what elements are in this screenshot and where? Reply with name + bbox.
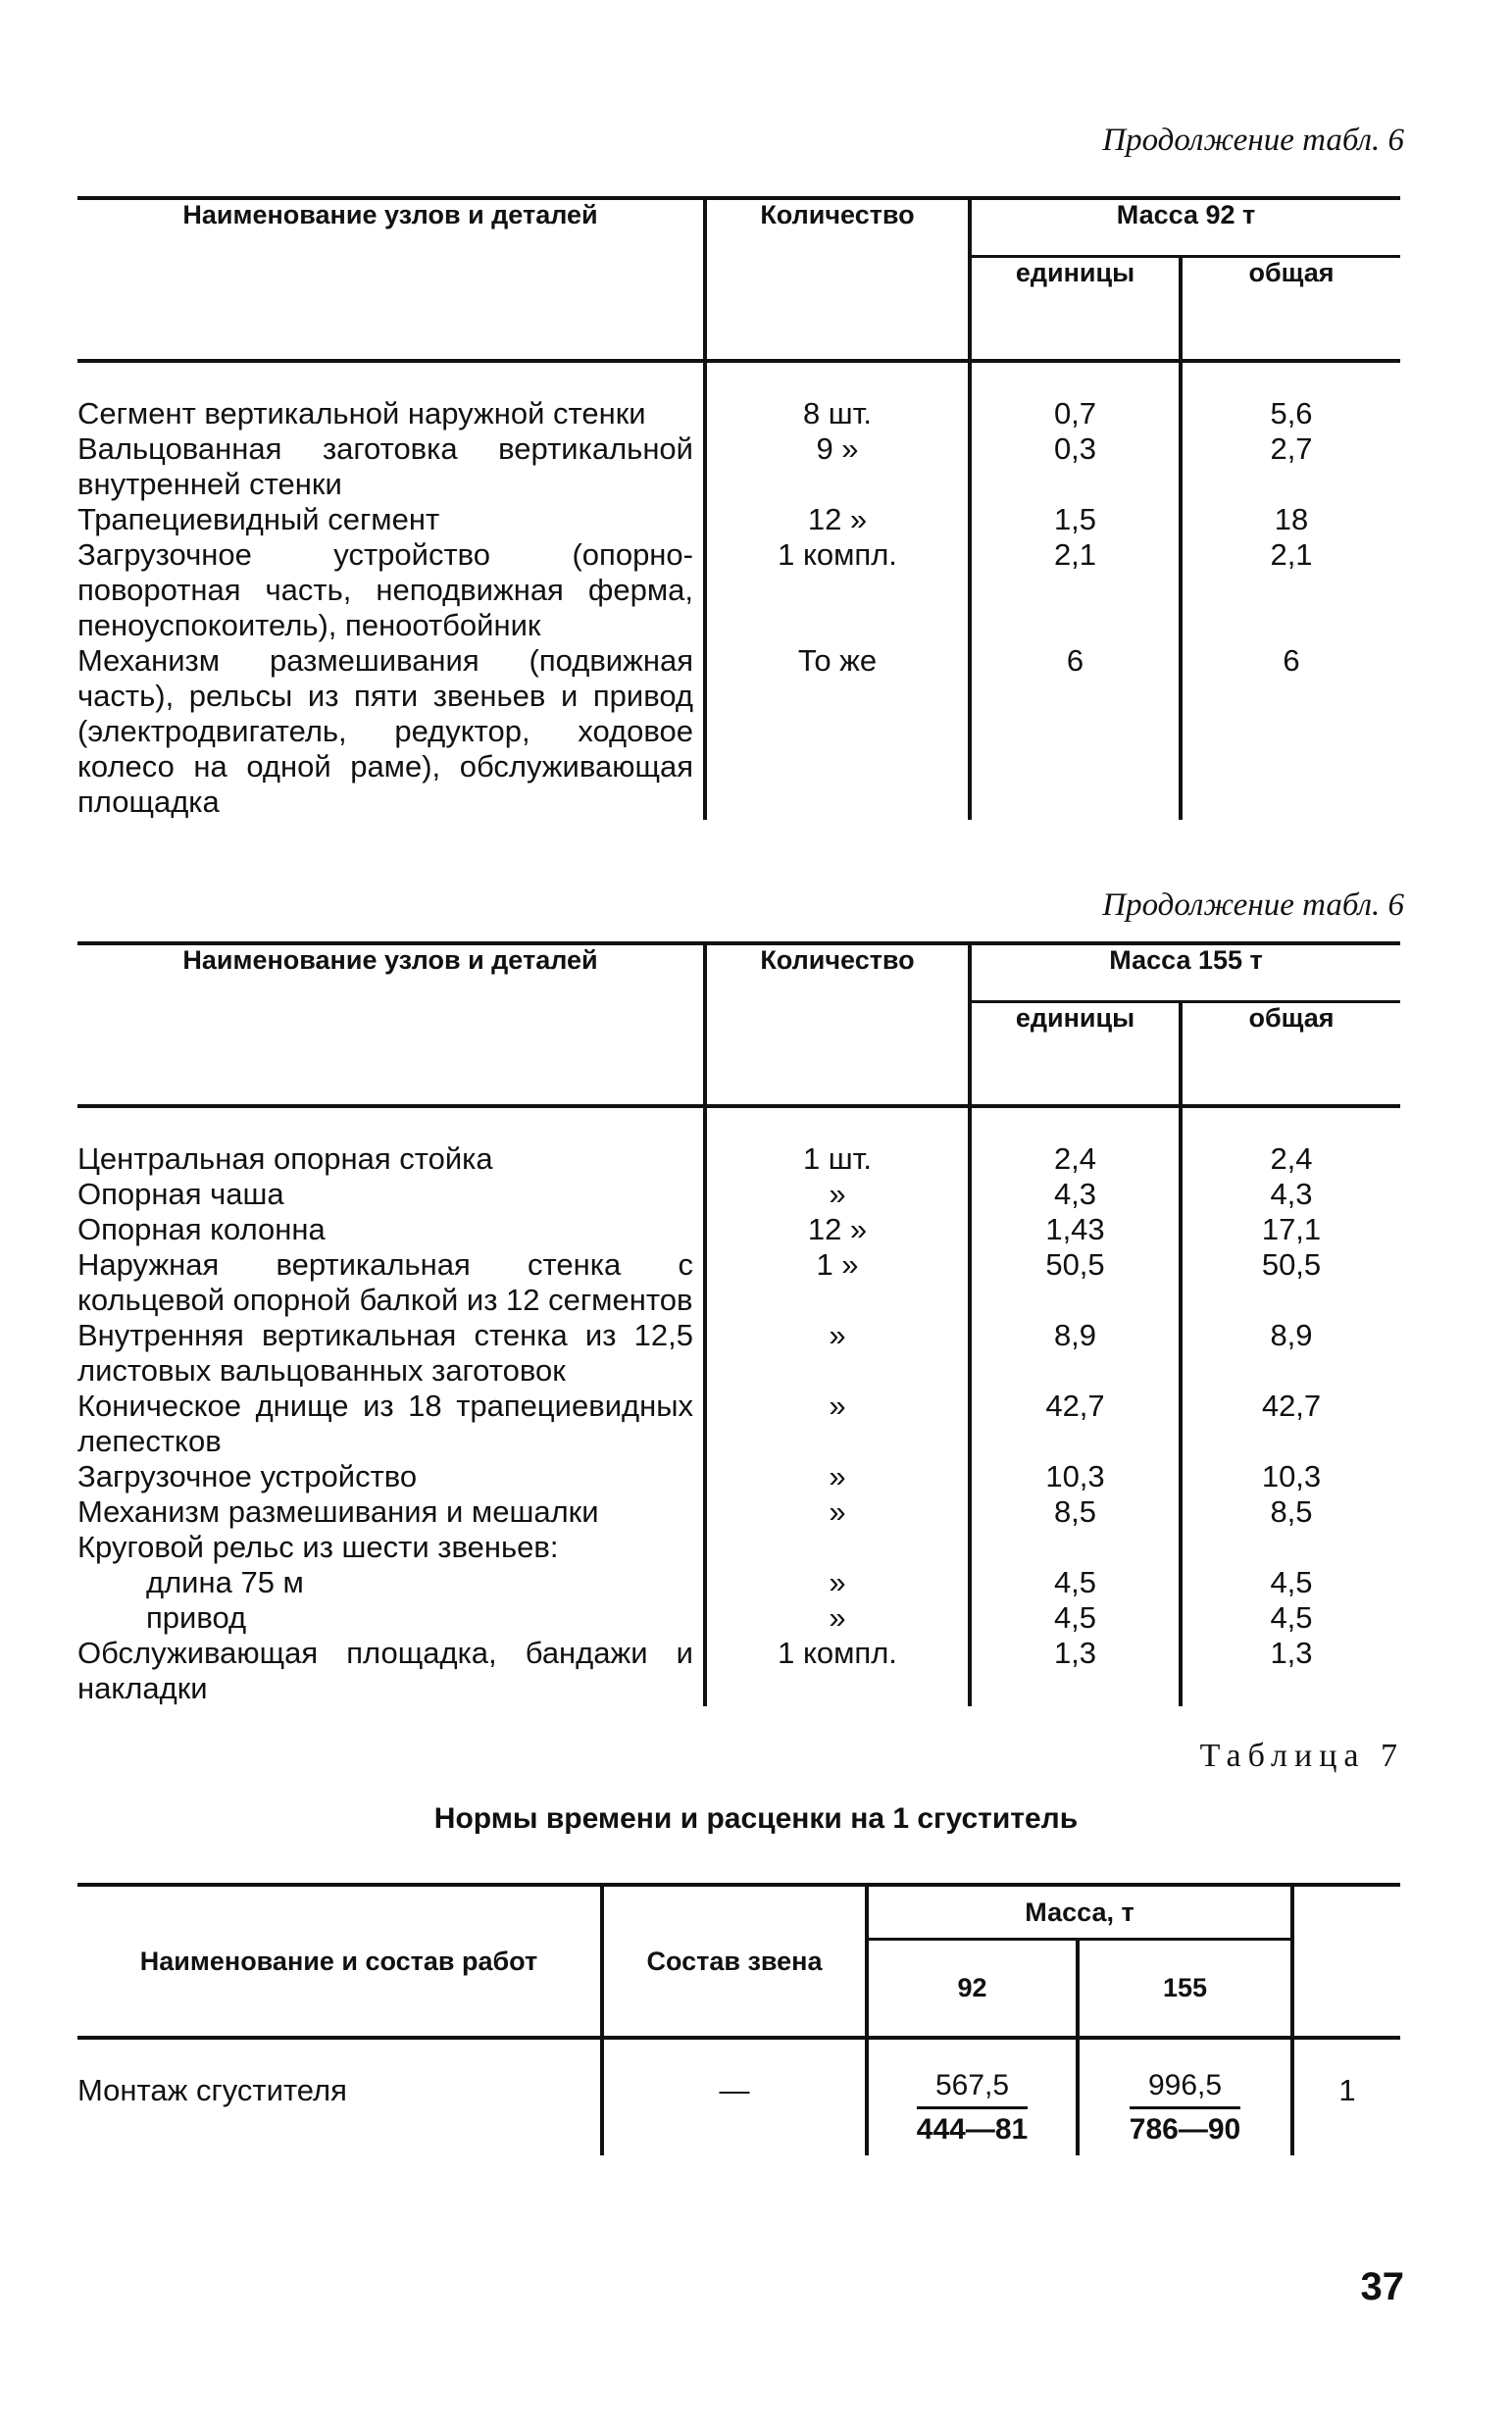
row-total-mass: 2,7 (1181, 431, 1400, 502)
row-name: Загрузочное устройство (опорно-поворотная часть, неподвижная ферма, пеноуспокоитель), пеноотбойник (77, 537, 693, 642)
time-norm-155: 996,5 (1130, 2069, 1240, 2109)
row-norm-155 (1078, 2038, 1292, 2155)
row-name: Вальцованная заготовка вертикальной внутренней стенки (77, 431, 693, 501)
row-quantity: » (705, 1494, 970, 1530)
fraction-92 (917, 2069, 1028, 2147)
header-quantity: Количество (705, 198, 970, 361)
row-name: Трапециевидный сегмент (77, 502, 440, 536)
table-row (77, 1494, 1400, 1530)
row-name: Наружная вертикальная стенка с кольцевой опорной балкой из 12 сегментов (77, 1247, 693, 1317)
row-unit-mass: 8,9 (970, 1318, 1181, 1389)
row-name: длина 75 м (146, 1565, 304, 1599)
row-total-mass: 4,3 (1181, 1177, 1400, 1212)
row-quantity: » (705, 1177, 970, 1212)
table-row (77, 502, 1400, 537)
row-quantity: » (705, 1389, 970, 1459)
row-unit-mass: 4,5 (970, 1600, 1181, 1636)
row-quantity: 8 шт. (705, 361, 970, 431)
row-unit-mass: 4,5 (970, 1565, 1181, 1600)
table-row (77, 1389, 1400, 1459)
row-unit-mass: 42,7 (970, 1389, 1181, 1459)
time-norm-92: 567,5 (917, 2069, 1028, 2109)
table-row (77, 1318, 1400, 1389)
row-quantity: 1 » (705, 1247, 970, 1318)
row-unit-mass: 1,5 (970, 502, 1181, 537)
row-unit-mass: 2,1 (970, 537, 1181, 643)
row-total-mass: 17,1 (1181, 1212, 1400, 1247)
table-row (77, 1459, 1400, 1494)
table-mass-155 (77, 941, 1400, 1706)
continuation-label-1: Продолжение табл. 6 (1102, 123, 1404, 158)
rate-155: 786—90 (1129, 2113, 1241, 2146)
header-total: общая (1181, 1002, 1400, 1107)
header-mass-92: 92 (867, 1940, 1078, 2039)
table-row (77, 2038, 1400, 2155)
header-crew: Состав звена (602, 1885, 867, 2038)
header-mass-155: 155 (1078, 1940, 1292, 2039)
row-index: 1 (1292, 2038, 1400, 2155)
table-row (77, 1212, 1400, 1247)
row-unit-mass: 0,3 (970, 431, 1181, 502)
row-name: Обслуживающая площадка, бандажи и накладки (77, 1636, 693, 1705)
row-name: Механизм размешивания и мешалки (77, 1494, 599, 1529)
row-total-mass: 2,1 (1181, 537, 1400, 643)
row-quantity: » (705, 1600, 970, 1636)
row-total-mass: 5,6 (1181, 361, 1400, 431)
continuation-label-2: Продолжение табл. 6 (1102, 887, 1404, 923)
header-mass: Масса 92 т (970, 198, 1400, 257)
header-name: Наименование узлов и деталей (77, 198, 705, 361)
table-row (77, 1106, 1400, 1177)
fraction-155 (1130, 2069, 1240, 2147)
row-name: Опорная чаша (77, 1177, 284, 1211)
row-total-mass: 50,5 (1181, 1247, 1400, 1318)
row-unit-mass: 50,5 (970, 1247, 1181, 1318)
row-name: Центральная опорная стойка (77, 1141, 493, 1176)
table-row (77, 1247, 1400, 1318)
row-quantity: 1 шт. (705, 1106, 970, 1177)
page-number: 37 (1360, 2265, 1404, 2308)
row-name: привод (146, 1600, 247, 1635)
table-row (77, 1530, 1400, 1565)
row-quantity: 1 компл. (705, 537, 970, 643)
header-mass: Масса, т (867, 1885, 1292, 1940)
row-total-mass: 8,9 (1181, 1318, 1400, 1389)
row-unit-mass: 1,43 (970, 1212, 1181, 1247)
rate-92: 444—81 (916, 2113, 1029, 2146)
header-total: общая (1181, 257, 1400, 362)
row-total-mass: 10,3 (1181, 1459, 1400, 1494)
row-quantity: 1 компл. (705, 1636, 970, 1706)
row-total-mass (1181, 1530, 1400, 1565)
header-empty (1292, 1885, 1400, 2038)
table-mass-92 (77, 196, 1400, 820)
header-mass: Масса 155 т (970, 943, 1400, 1002)
header-quantity: Количество (705, 943, 970, 1106)
table-7-label: Таблица 7 (1199, 1738, 1404, 1774)
row-unit-mass: 1,3 (970, 1636, 1181, 1706)
row-unit-mass: 8,5 (970, 1494, 1181, 1530)
table-row (77, 361, 1400, 431)
row-name: Механизм размешивания (подвижная часть), рельсы из пяти звеньев и привод (электродвигатель, редуктор, ходовое колесо на одной раме), обслуживающая площадка (77, 643, 693, 819)
table-row (77, 1636, 1400, 1706)
table-7-title: Нормы времени и расценки на 1 сгуститель (433, 1802, 1079, 1835)
row-norm-92 (867, 2038, 1078, 2155)
row-quantity: То же (705, 643, 970, 820)
row-name: Опорная колонна (77, 1212, 326, 1246)
header-unit: единицы (970, 1002, 1181, 1107)
row-total-mass: 4,5 (1181, 1600, 1400, 1636)
row-name: Круговой рельс из шести звеньев: (77, 1530, 559, 1564)
table-row (77, 643, 1400, 820)
row-name: Сегмент вертикальной наружной стенки (77, 396, 646, 430)
row-unit-mass: 0,7 (970, 361, 1181, 431)
row-quantity: 12 » (705, 502, 970, 537)
table-row (77, 537, 1400, 643)
row-quantity (705, 1530, 970, 1565)
header-name: Наименование узлов и деталей (77, 943, 705, 1106)
row-total-mass: 1,3 (1181, 1636, 1400, 1706)
row-quantity: » (705, 1318, 970, 1389)
row-quantity: » (705, 1459, 970, 1494)
row-unit-mass (970, 1530, 1181, 1565)
row-total-mass: 2,4 (1181, 1106, 1400, 1177)
table-row (77, 1565, 1400, 1600)
row-quantity: 12 » (705, 1212, 970, 1247)
row-unit-mass: 6 (970, 643, 1181, 820)
row-unit-mass: 4,3 (970, 1177, 1181, 1212)
row-name: Коническое днище из 18 трапециевидных лепестков (77, 1389, 693, 1458)
row-quantity: » (705, 1565, 970, 1600)
row-total-mass: 8,5 (1181, 1494, 1400, 1530)
row-total-mass: 4,5 (1181, 1565, 1400, 1600)
header-unit: единицы (970, 257, 1181, 362)
table-time-norms (77, 1883, 1400, 2155)
row-unit-mass: 2,4 (970, 1106, 1181, 1177)
table-row (77, 1600, 1400, 1636)
row-name: Загрузочное устройство (77, 1459, 418, 1493)
row-quantity: 9 » (705, 431, 970, 502)
row-total-mass: 42,7 (1181, 1389, 1400, 1459)
row-work-name: Монтаж сгустителя (77, 2073, 347, 2107)
table-row (77, 1177, 1400, 1212)
header-work-name: Наименование и состав работ (77, 1885, 602, 2038)
row-name: Внутренняя вертикальная стенка из 12,5 листовых вальцованных заготовок (77, 1318, 693, 1388)
row-unit-mass: 10,3 (970, 1459, 1181, 1494)
row-total-mass: 18 (1181, 502, 1400, 537)
table-row (77, 431, 1400, 502)
row-crew: — (602, 2038, 867, 2155)
row-total-mass: 6 (1181, 643, 1400, 820)
